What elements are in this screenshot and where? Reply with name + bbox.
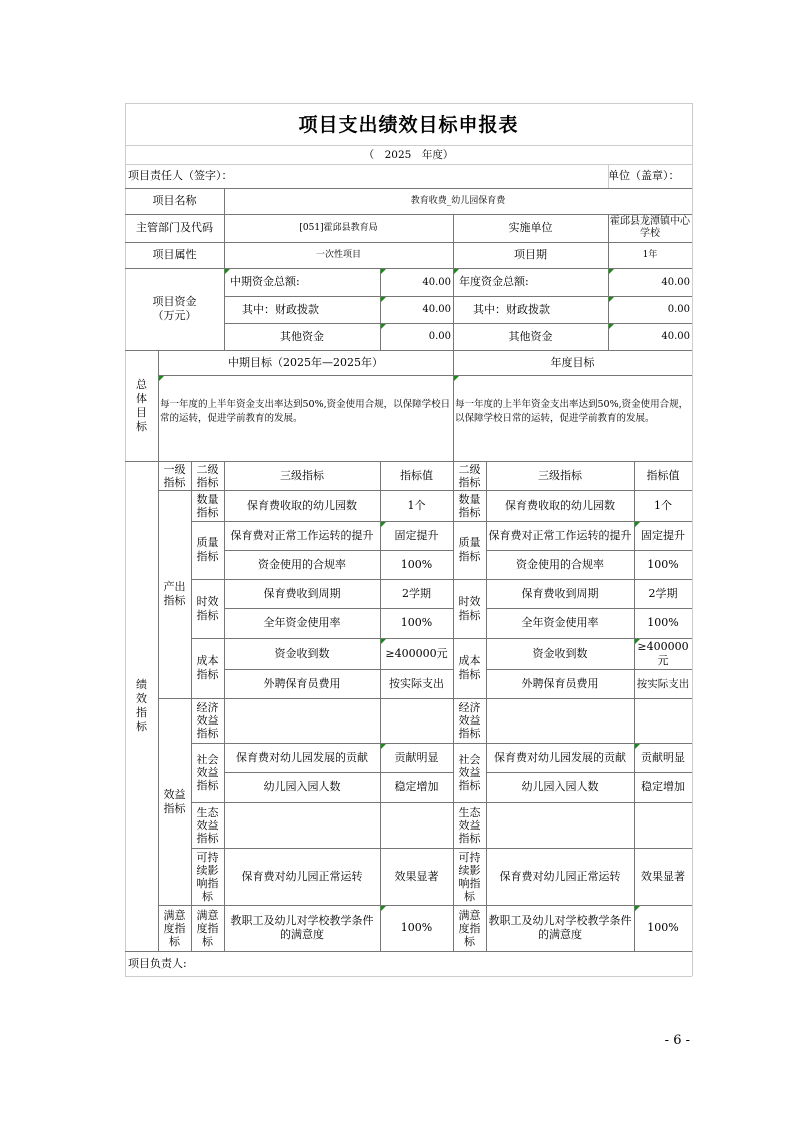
indicator-value: 效果显著 — [394, 869, 439, 883]
level2-social: 社会 效益 指标 — [196, 753, 219, 792]
indicator-value-right: 100% — [647, 921, 679, 934]
indicator-name: 保育费对幼儿园发展的贡献 — [236, 750, 368, 764]
level2-economic: 经济 效益 指标 — [196, 701, 219, 740]
dept-value: [051]霍邱县教育局 — [299, 223, 378, 233]
indicator-value-right: 2学期 — [648, 586, 678, 600]
level2-economic-right: 经济 效益 指标 — [458, 701, 481, 740]
indicator-name: 保育费对幼儿园正常运转 — [241, 869, 363, 883]
indicator-name: 资金收到数 — [274, 646, 330, 660]
header-level3-right: 三级指标 — [538, 468, 582, 482]
indicator-value-right: 效果显著 — [641, 869, 685, 883]
level1-output: 产出 指标 — [163, 580, 186, 607]
indicator-value-right: 贡献明显 — [641, 750, 685, 764]
indicator-name-right: 保育费收取的幼儿园数 — [505, 498, 615, 512]
year-fiscal-value: 0.00 — [667, 304, 690, 315]
indicator-name-right: 保育费对幼儿园正常运转 — [499, 869, 621, 883]
indicator-name-right: 保育费对正常工作运转的提升 — [488, 528, 632, 542]
report-year: （ 2025 年度） — [363, 148, 454, 161]
indicator-name-right: 资金收到数 — [532, 646, 588, 660]
indicator-name: 全年资金使用率 — [263, 616, 341, 629]
level1-benefit: 效益 指标 — [163, 787, 186, 815]
perf-indicator-label: 绩 效 指 标 — [136, 678, 147, 733]
level2-satisfaction: 满意 度指 标 — [196, 908, 219, 948]
indicator-value: ≥400000元 — [385, 646, 448, 660]
header-level3: 三级指标 — [280, 468, 324, 482]
level2-sustain-right: 可持 续影 响指 标 — [458, 850, 481, 903]
indicator-name: 资金使用的合规率 — [258, 557, 346, 571]
leader-label: 项目负责人: — [128, 956, 187, 970]
indicator-name-right: 保育费对幼儿园发展的贡献 — [494, 750, 626, 764]
level2-social-right: 社会 效益 指标 — [458, 753, 481, 792]
period-value: 1年 — [642, 250, 658, 260]
level2-sustain: 可持 续影 响指 标 — [196, 850, 219, 903]
impl-label: 实施单位 — [508, 221, 553, 234]
indicator-value: 100% — [400, 557, 433, 571]
impl-value: 霍邱县龙潭镇中心学校 — [610, 216, 690, 239]
indicator-value-right: 100% — [647, 616, 679, 629]
year-other-value: 40.00 — [661, 331, 690, 342]
funds-label: 项目资金 （万元） — [152, 295, 197, 322]
mid-other-value: 0.00 — [428, 331, 451, 342]
year-total-label: 年度资金总额: — [459, 275, 529, 288]
page-number: - 6 - — [664, 1033, 690, 1048]
level2-cost: 成本 指标 — [196, 654, 219, 681]
indicator-value-right: 稳定增加 — [641, 780, 685, 793]
mid-fiscal-value: 40.00 — [422, 304, 451, 315]
indicator-name-right: 教职工及幼儿对学校教学条件的满意度 — [488, 914, 632, 941]
overall-goal-label: 总 体 目 标 — [136, 377, 147, 433]
indicator-value: 稳定增加 — [394, 780, 439, 793]
indicator-value: 100% — [400, 921, 433, 934]
year-other-label: 其他资金 — [508, 329, 553, 343]
mid-total-value: 40.00 — [422, 276, 451, 288]
indicator-value-right: 100% — [647, 557, 679, 571]
mid-fiscal-label: 其中：财政拨款 — [242, 302, 319, 316]
project-name-label: 项目名称 — [152, 194, 197, 207]
year-goal-text: 每一年度的上半年资金支出率达到50%,资金使用合规，以保障学校日常的运转，促进学前教育的发展。 — [455, 399, 689, 424]
indicator-name: 保育费收取的幼儿园数 — [247, 498, 357, 512]
project-name-value: 教育收费_幼儿园保育费 — [410, 196, 506, 206]
indicator-name: 幼儿园入园人数 — [263, 780, 341, 793]
responsible-label: 项目责任人（签字）： — [128, 169, 233, 182]
indicator-value-right: 1个 — [654, 498, 672, 512]
level2-timeliness-right: 时效 指标 — [458, 594, 481, 622]
header-level2: 二级 指标 — [196, 462, 219, 489]
level2-quantity-right: 数量 指标 — [458, 492, 481, 519]
level2-cost-right: 成本 指标 — [458, 654, 481, 681]
header-value: 指标值 — [400, 468, 433, 482]
indicator-name-right: 资金使用的合规率 — [516, 557, 604, 571]
level2-quality-right: 质量 指标 — [458, 536, 481, 563]
page-title: 项目支出绩效目标申报表 — [298, 114, 519, 136]
attr-value: 一次性项目 — [315, 250, 361, 260]
header-level1: 一级 指标 — [163, 462, 186, 489]
year-goal-header: 年度目标 — [550, 355, 595, 369]
indicator-name: 保育费收到周期 — [263, 586, 341, 600]
attr-label: 项目属性 — [152, 248, 197, 261]
period-label: 项目期 — [514, 248, 547, 261]
mid-other-label: 其他资金 — [280, 329, 324, 343]
level2-satisfaction-right: 满意 度指 标 — [458, 908, 481, 948]
indicator-value: 固定提升 — [394, 528, 439, 542]
mid-goal-header: 中期目标（2025年—2025年） — [228, 355, 383, 369]
level2-quality: 质量 指标 — [196, 536, 219, 563]
indicator-name-right: 幼儿园入园人数 — [521, 780, 599, 793]
indicator-value-right: 按实际支出 — [636, 677, 690, 690]
indicator-name-right: 全年资金使用率 — [521, 616, 599, 629]
year-total-value: 40.00 — [661, 276, 690, 288]
year-fiscal-label: 其中：财政拨款 — [473, 302, 550, 316]
mid-goal-text: 每一年度的上半年资金支出率达到50%,资金使用合规，以保障学校日常的运转，促进学前教育的发展。 — [160, 399, 451, 424]
level2-ecological-right: 生态 效益 指标 — [458, 805, 481, 845]
level2-timeliness: 时效 指标 — [196, 594, 219, 622]
indicator-name-right: 保育费收到周期 — [521, 586, 599, 600]
indicator-value-right: ≥400000元 — [637, 639, 689, 667]
header-level2-right: 二级 指标 — [458, 462, 481, 489]
level2-ecological: 生态 效益 指标 — [196, 805, 219, 845]
indicator-name: 教职工及幼儿对学校教学条件的满意度 — [230, 914, 374, 941]
indicator-value: 按实际支出 — [389, 676, 444, 690]
indicator-name-right: 外聘保育员费用 — [521, 676, 599, 690]
indicator-value: 1个 — [407, 498, 426, 512]
dept-label: 主管部门及代码 — [136, 221, 213, 234]
indicator-name: 保育费对正常工作运转的提升 — [230, 528, 374, 542]
mid-total-label: 中期资金总额: — [230, 275, 300, 288]
indicator-value: 2学期 — [402, 586, 431, 600]
level1-satisfaction: 满意 度指 标 — [163, 908, 186, 948]
indicator-value-right: 固定提升 — [641, 528, 685, 542]
header-value-right: 指标值 — [646, 468, 680, 482]
indicator-name: 外聘保育员费用 — [263, 676, 341, 690]
level2-quantity: 数量 指标 — [196, 492, 219, 519]
unit-label: 单位（盖章）： — [608, 169, 680, 182]
indicator-value: 贡献明显 — [394, 750, 439, 764]
indicator-value: 100% — [400, 616, 433, 629]
